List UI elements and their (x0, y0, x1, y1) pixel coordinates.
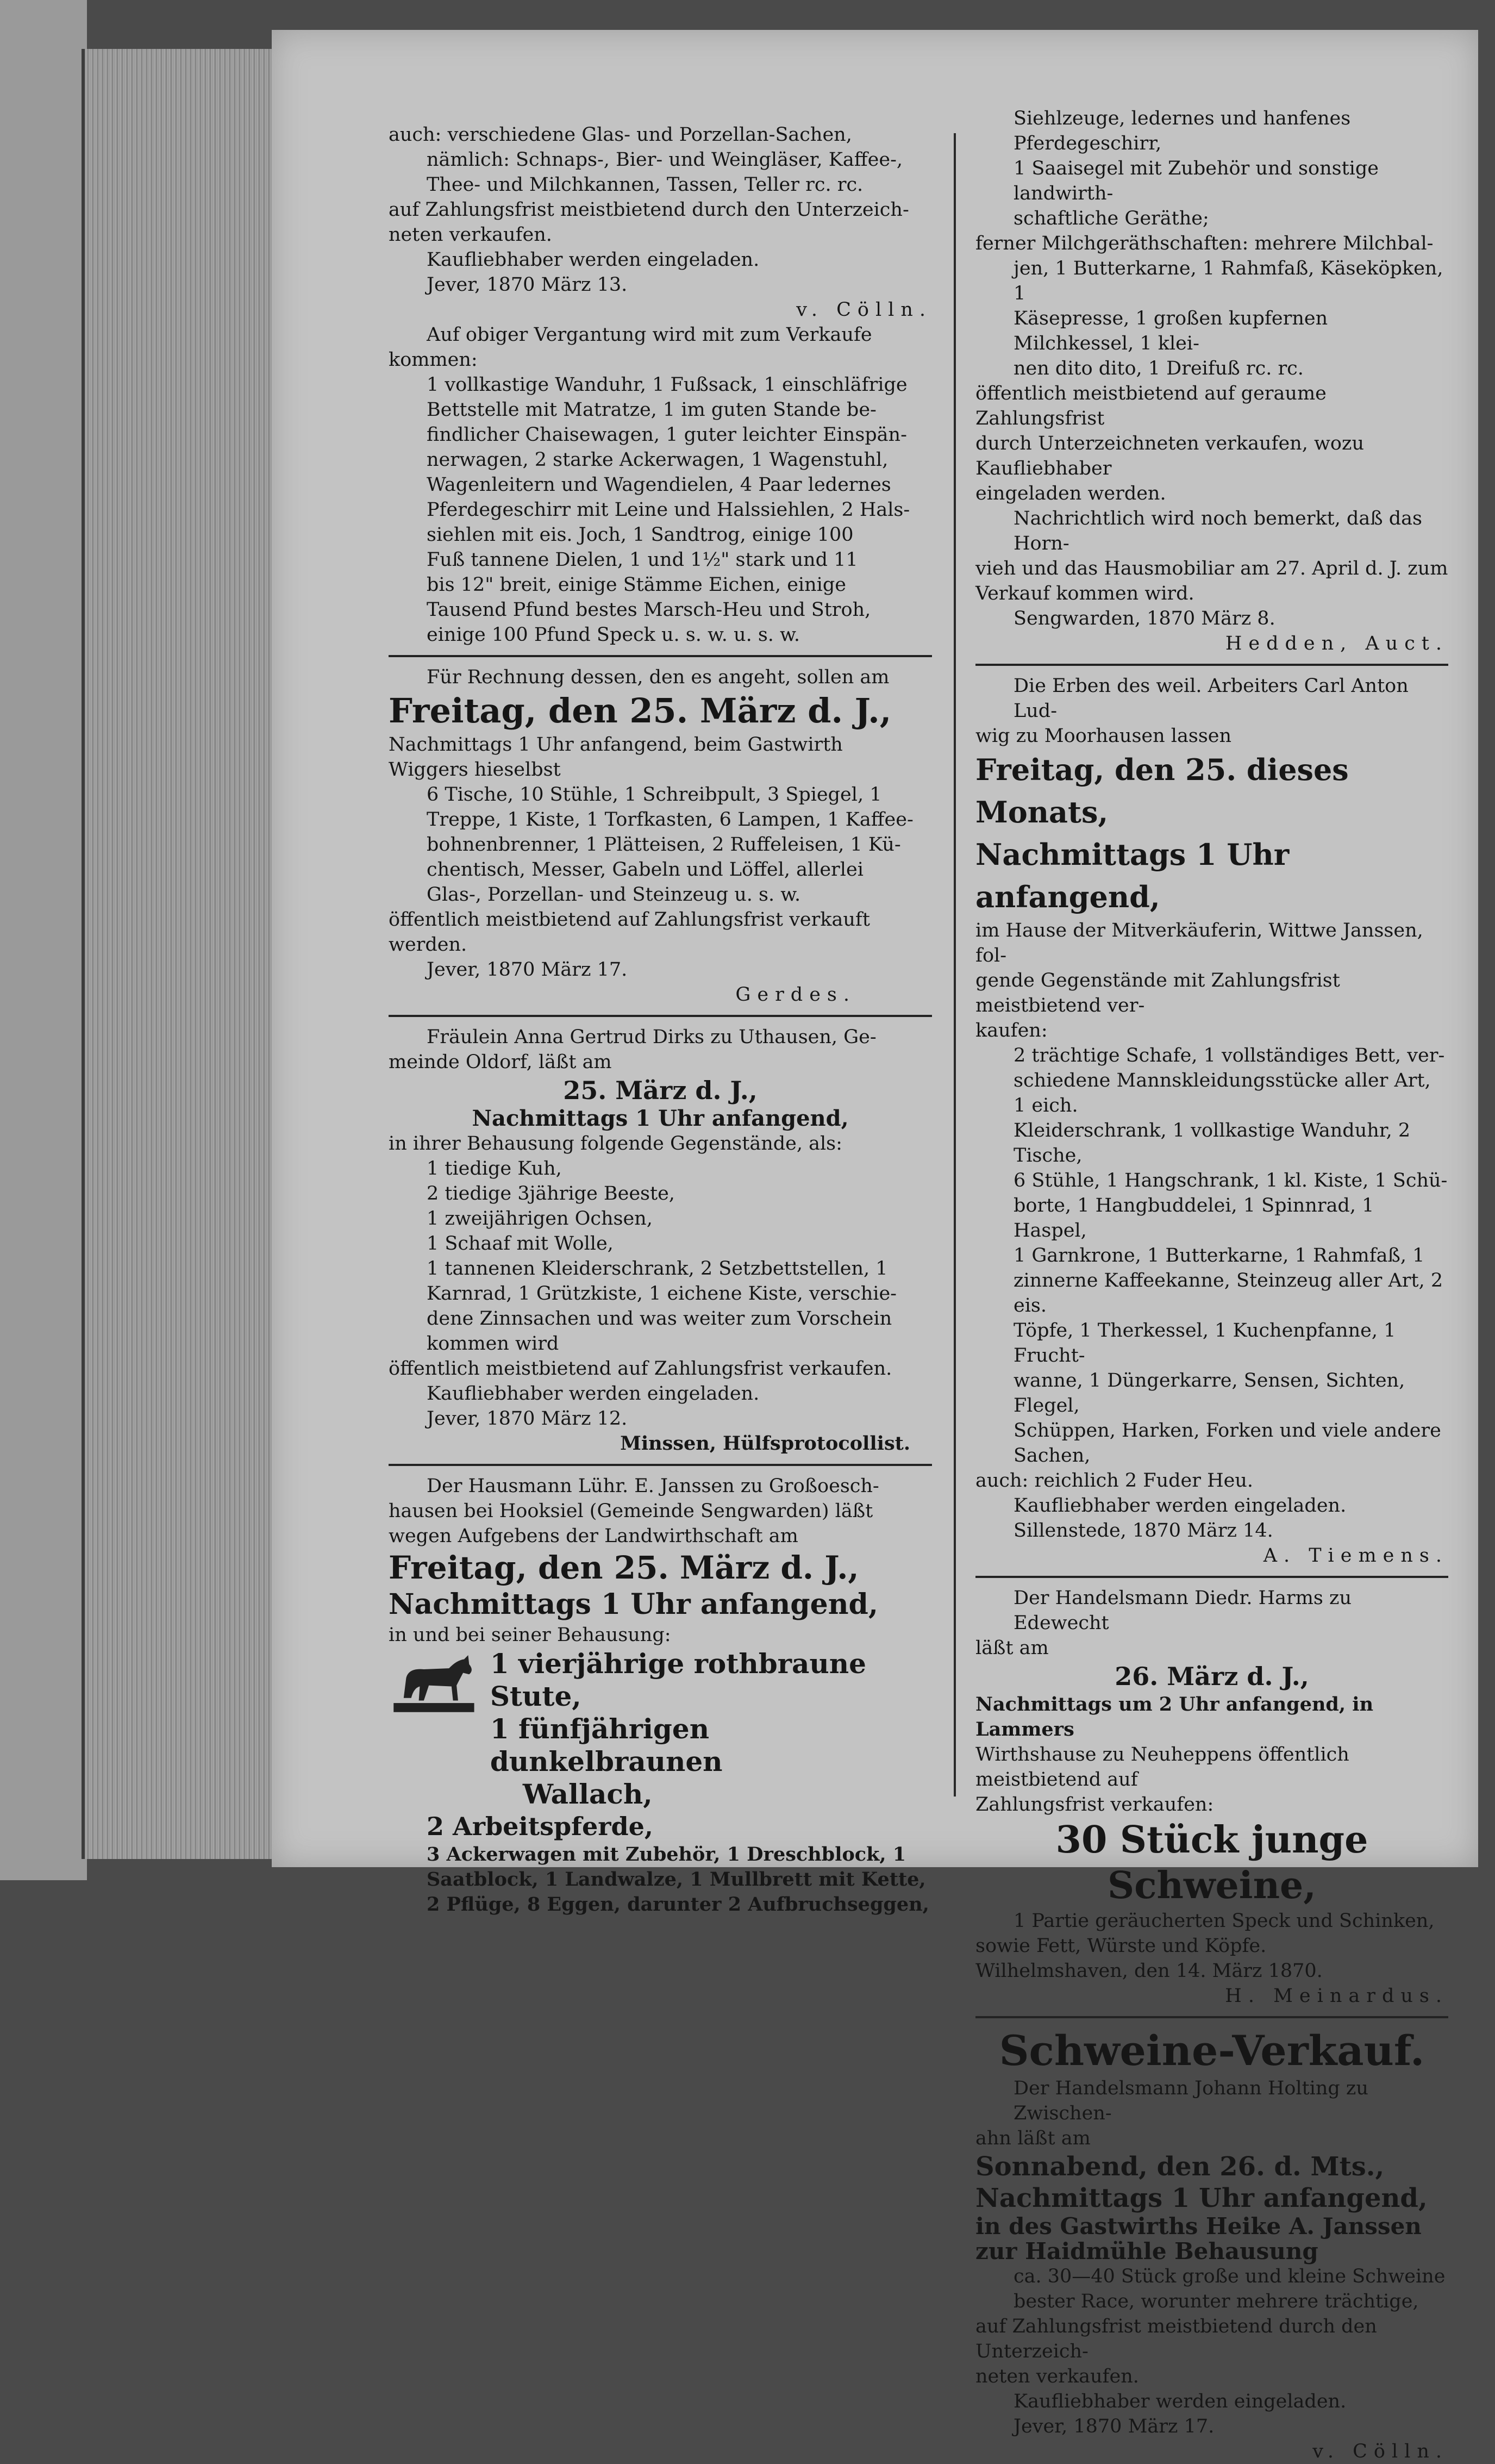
list-item: dene Zinnsachen und was weiter zum Vorschein (427, 1308, 892, 1330)
list-item: 1 vollkastige Wanduhr, 1 Fußsack, 1 einschläfrige (427, 374, 908, 396)
text-line: in und bei seiner Behausung: (389, 1624, 671, 1646)
list-item: Pferdegeschirr mit Leine und Halssiehlen, 2 Hals- (427, 499, 910, 521)
list-item: einige 100 Pfund Speck u. s. w. u. s. w. (427, 624, 800, 646)
list-item: kommen wird (427, 1333, 559, 1355)
list-item: borte, 1 Hangbuddelei, 1 Spinnrad, 1 Haspel, (1014, 1195, 1374, 1242)
signature: H. Meinardus. (1225, 1985, 1448, 2007)
text-line: läßt am (975, 1637, 1049, 1659)
ad-pig-sale (975, 2026, 1448, 2464)
list-item: 6 Tische, 10 Stühle, 1 Schreibpult, 3 Spiegel, 1 (427, 784, 882, 806)
text-line: neten verkaufen. (975, 2366, 1139, 2387)
divider (975, 664, 1448, 666)
list-item: Wallach, (522, 1778, 653, 1810)
text-line: auch: verschiedene Glas- und Porzellan-Sachen, (389, 124, 852, 146)
divider (389, 655, 932, 657)
text-line: Jever, 1870 März 12. (427, 1408, 628, 1430)
divider (975, 2016, 1448, 2018)
text-line: wegen Aufgebens der Landwirthschaft am (389, 1525, 798, 1547)
text-line: ahn läßt am (975, 2128, 1091, 2149)
text-line: Kaufliebhaber werden eingeladen. (1014, 2391, 1347, 2412)
text-line: jen, 1 Butterkarne, 1 Rahmfaß, Käseköpken, 1 (1014, 258, 1443, 304)
item-list (975, 1043, 1448, 1468)
list-item: Saatblock, 1 Landwalze, 1 Mullbrett mit Kette, (427, 1868, 926, 1891)
list-item: 1 zweijährigen Ochsen, (427, 1208, 653, 1230)
text-line: Käsepresse, 1 großen kupfernen Milchkessel, 1 klei- (1014, 308, 1328, 354)
ad-furniture (389, 665, 932, 1007)
list-item: wanne, 1 Düngerkarre, Sensen, Sichten, Flegel, (1014, 1370, 1405, 1417)
text-line: Zahlungsfrist verkaufen: (975, 1794, 1214, 1816)
auction-date: Sonnabend, den 26. d. Mts., (975, 2151, 1385, 2182)
list-item: Karnrad, 1 Grützkiste, 1 eichene Kiste, verschie- (427, 1283, 897, 1305)
list-item: Sachen, (1014, 1445, 1091, 1467)
ad-farm-equipment (975, 106, 1448, 656)
text-line: neten verkaufen. (389, 224, 552, 246)
list-item: 3 Ackerwagen mit Zubehör, 1 Dreschblock, 1 (427, 1843, 906, 1866)
list-item: 2 tiedige 3jährige Beeste, (427, 1183, 675, 1205)
text-line: Jever, 1870 März 13. (427, 274, 628, 296)
page-edges (82, 49, 275, 1859)
signature: v. Cölln. (1312, 2441, 1448, 2462)
text-line: Die Erben des weil. Arbeiters Carl Anton Lud- (1014, 675, 1409, 722)
list-item: Treppe, 1 Kiste, 1 Torfkasten, 6 Lampen, 1 Kaffee- (427, 809, 914, 831)
text-line: Der Handelsmann Johann Holting zu Zwischen- (1014, 2078, 1368, 2124)
list-item: Töpfe, 1 Therkessel, 1 Kuchenpfanne, 1 Frucht- (1014, 1320, 1396, 1367)
text-line: öffentlich meistbietend auf Zahlungsfrist verkauft (389, 909, 870, 931)
list-item: sowie Fett, Würste und Köpfe. (975, 1935, 1267, 1957)
text-line: werden. (389, 934, 467, 956)
divider (389, 1015, 932, 1017)
auction-time: Nachmittags 1 Uhr anfangend, (389, 1588, 878, 1621)
signature: Gerdes. (735, 984, 856, 1006)
item-list (389, 1156, 932, 1356)
text-line: im Hause der Mitverkäuferin, Wittwe Janssen, fol- (975, 920, 1423, 966)
text-line: Wirthshause zu Neuheppens öffentlich meistbietend auf (975, 1744, 1349, 1791)
list-item: 1 Schaaf mit Wolle, (427, 1233, 614, 1255)
auction-time: Nachmittags 1 Uhr anfangend, (975, 2183, 1428, 2213)
list-item: 1 vierjährige rothbraune Stute, (490, 1648, 866, 1712)
text-line: öffentlich meistbietend auf Zahlungsfrist verkaufen. (389, 1358, 892, 1380)
headline: 30 Stück junge Schweine, (1055, 1818, 1368, 1907)
text-line: Kaufliebhaber werden eingeladen. (427, 249, 760, 271)
list-item: Wagenleitern und Wagendielen, 4 Paar ledernes (427, 474, 891, 496)
item-list (389, 372, 932, 647)
list-item: 2 Pflüge, 8 Eggen, darunter 2 Aufbruchseggen, (427, 1893, 929, 1916)
auction-time: Nachmittags 1 Uhr anfangend, (975, 837, 1290, 914)
list-item: bester Race, worunter mehrere trächtige, (1014, 2291, 1419, 2312)
text-line: in ihrer Behausung folgende Gegenstände, als: (389, 1133, 842, 1155)
divider (975, 1576, 1448, 1578)
divider (389, 1464, 932, 1466)
text-line: Fräulein Anna Gertrud Dirks zu Uthausen, Ge- (427, 1026, 877, 1048)
ad-estate (975, 673, 1448, 1568)
text-line: gende Gegenstände mit Zahlungsfrist meistbietend ver- (975, 970, 1340, 1016)
horse-icon (389, 1648, 479, 1718)
list-item: Schüppen, Harken, Forken und viele andere (1014, 1420, 1441, 1442)
text-line: Nachrichtlich wird noch bemerkt, daß das Horn- (1014, 508, 1423, 554)
text-line: nämlich: Schnaps-, Bier- und Weingläser, Kaffee-, (427, 149, 903, 171)
auction-date: Freitag, den 25. dieses Monats, (975, 752, 1349, 829)
ad-horses (389, 1474, 932, 1917)
text-line: Kaufliebhaber werden eingeladen. (427, 1383, 760, 1405)
list-item: Glas-, Porzellan- und Steinzeug u. s. w. (427, 884, 801, 906)
text-line: eingeladen werden. (975, 483, 1166, 504)
text-line: öffentlich meistbietend auf geraume Zahlungsfrist (975, 383, 1327, 429)
list-item: Bettstelle mit Matratze, 1 im guten Stande be- (427, 399, 877, 421)
auction-date: Freitag, den 25. März d. J., (389, 1549, 859, 1586)
text-line: kommen: (389, 349, 478, 371)
list-item: bohnenbrenner, 1 Plätteisen, 2 Ruffeleisen, 1 Kü- (427, 834, 901, 856)
text-line: in des Gastwirths Heike A. Janssen (975, 2213, 1422, 2240)
text-line: ferner Milchgeräthschaften: mehrere Milchbal- (975, 233, 1434, 254)
text-line: Auf obiger Vergantung wird mit zum Verkaufe (427, 324, 872, 346)
text-line: auf Zahlungsfrist meistbietend durch den Unterzeich- (975, 2316, 1377, 2362)
list-item: 1 Partie geräucherten Speck und Schinken, (1014, 1910, 1435, 1932)
horse-list (490, 1648, 932, 1811)
text-line: Wilhelmshaven, den 14. März 1870. (975, 1960, 1323, 1982)
text-line: auf Zahlungsfrist meistbietend durch den Unterzeich- (389, 199, 909, 221)
left-column (389, 122, 932, 1917)
list-item: 1 Garnkrone, 1 Butterkarne, 1 Rahmfaß, 1 (1014, 1245, 1425, 1267)
headline: Schweine-Verkauf. (999, 2026, 1425, 2075)
signature: Hedden, Auct. (1225, 633, 1448, 654)
auction-time: Nachmittags 1 Uhr anfangend, (472, 1106, 849, 1131)
text-line: nen dito dito, 1 Dreifuß rc. rc. (1014, 358, 1304, 379)
text-line: Für Rechnung dessen, den es angeht, sollen am (427, 666, 890, 688)
text-line: Der Handelsmann Diedr. Harms zu Edewecht (1014, 1587, 1352, 1634)
text-line: Sengwarden, 1870 März 8. (1014, 608, 1275, 629)
list-item: 1 fünfjährigen dunkelbraunen (490, 1713, 723, 1777)
list-item: chentisch, Messer, Gabeln und Löffel, allerlei (427, 859, 864, 881)
ad-porcelain (389, 122, 932, 647)
text-line: Verkauf kommen wird. (975, 583, 1194, 604)
text-line: 1 Saaisegel mit Zubehör und sonstige landwirth- (1014, 158, 1379, 204)
list-item: findlicher Chaisewagen, 1 guter leichter Einspän- (427, 424, 907, 446)
text-line: Siehlzeuge, ledernes und hanfenes Pferdegeschirr, (1014, 108, 1351, 154)
text-line: Kaufliebhaber werden eingeladen. (1014, 1495, 1347, 1517)
text-line: hausen bei Hooksiel (Gemeinde Sengwarden) läßt (389, 1500, 873, 1522)
signature: v. Cölln. (796, 299, 932, 321)
ad-cattle (389, 1025, 932, 1456)
item-list (389, 782, 932, 907)
list-item: 2 Arbeitspferde, (427, 1812, 653, 1841)
text-line: zur Haidmühle Behausung (975, 2238, 1318, 2265)
text-line: durch Unterzeichneten verkaufen, wozu Kaufliebhaber (975, 433, 1364, 479)
list-item: ca. 30—40 Stück große und kleine Schweine (1014, 2266, 1446, 2287)
text-line: vieh und das Hausmobiliar am 27. April d. J. zum (975, 558, 1448, 579)
text-line: Jever, 1870 März 17. (1014, 2416, 1215, 2437)
text-line: Wiggers hieselbst (389, 759, 561, 781)
list-item: siehlen mit eis. Joch, 1 Sandtrog, einige 100 (427, 524, 854, 546)
list-item: bis 12" breit, einige Stämme Eichen, einige (427, 574, 846, 596)
text-line: meinde Oldorf, läßt am (389, 1051, 612, 1073)
list-item: Tausend Pfund bestes Marsch-Heu und Stroh, (427, 599, 871, 621)
signature: A. Tiemens. (1263, 1545, 1448, 1567)
signature: Minssen, Hülfsprotocollist. (620, 1432, 910, 1455)
auction-date: 26. März d. J., (1115, 1662, 1309, 1691)
column-rule (954, 133, 956, 1796)
newspaper-page (272, 30, 1478, 2462)
list-item: nerwagen, 2 starke Ackerwagen, 1 Wagenstuhl, (427, 449, 889, 471)
list-item: 1 tannenen Kleiderschrank, 2 Setzbettstellen, 1 (427, 1258, 888, 1280)
auction-date: 25. März d. J., (563, 1076, 758, 1105)
text-line: Jever, 1870 März 17. (427, 959, 628, 981)
auction-date: Freitag, den 25. März d. J., (389, 691, 892, 731)
list-item: 1 tiedige Kuh, (427, 1158, 562, 1180)
text-line: Nachmittags 1 Uhr anfangend, beim Gastwirth (389, 734, 843, 756)
list-item: Fuß tannene Dielen, 1 und 1½" stark und 11 (427, 549, 858, 571)
text-line: Der Hausmann Lühr. E. Janssen zu Großoesch- (427, 1475, 879, 1497)
ad-pigs (975, 1586, 1448, 2008)
book-cover (0, 0, 87, 1880)
text-line: Nachmittags um 2 Uhr anfangend, in Lammers (975, 1693, 1374, 1741)
list-item: schiedene Mannskleidungsstücke aller Art, 1 eich. (1014, 1070, 1431, 1116)
text-line: Sillenstede, 1870 März 14. (1014, 1520, 1273, 1542)
right-column (975, 106, 1448, 2464)
text-line: auch: reichlich 2 Fuder Heu. (975, 1470, 1254, 1492)
list-item: zinnerne Kaffeekanne, Steinzeug aller Art, 2 eis. (1014, 1270, 1443, 1317)
text-line: Thee- und Milchkannen, Tassen, Teller rc. rc. (427, 174, 864, 196)
text-line: schaftliche Geräthe; (1014, 208, 1209, 229)
horse-section (389, 1648, 932, 1811)
list-item: 6 Stühle, 1 Hangschrank, 1 kl. Kiste, 1 Schü- (1014, 1170, 1448, 1192)
text-line: wig zu Moorhausen lassen (975, 725, 1232, 747)
list-item: 2 trächtige Schafe, 1 vollständiges Bett, ver- (1014, 1045, 1445, 1066)
text-line: kaufen: (975, 1020, 1048, 1041)
list-item: Kleiderschrank, 1 vollkastige Wanduhr, 2 Tische, (1014, 1120, 1411, 1166)
